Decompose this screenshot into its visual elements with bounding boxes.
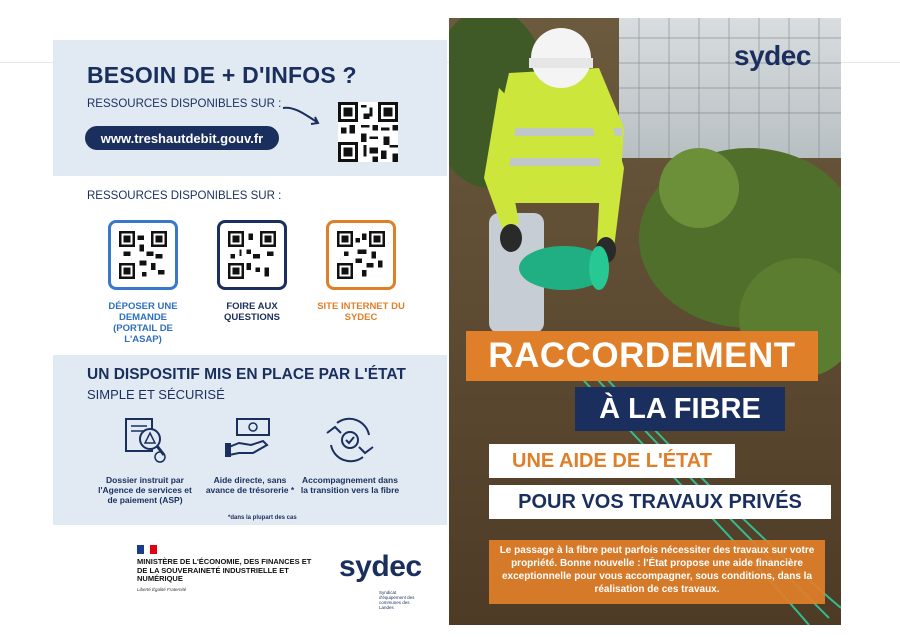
state-title: UN DISPOSITIF MIS EN PLACE PAR L'ÉTAT: [87, 366, 406, 383]
worker-photo: [449, 18, 841, 625]
qr-label-asap: DÉPOSER UNE DEMANDE (PORTAIL DE L'ASAP): [108, 301, 178, 345]
resources-label: RESSOURCES DISPONIBLES SUR :: [87, 190, 282, 202]
state-caption-support: Accompagnement dans la transition vers la fibre: [300, 475, 400, 495]
sydec-logo: [329, 550, 422, 614]
ministry-motto: Liberté Égalité Fraternité: [137, 586, 187, 592]
qr-card-asap[interactable]: [108, 220, 178, 290]
state-caption-asp: Dossier instruit par l'Agence de services et de paiement (ASP): [98, 475, 192, 505]
state-caption-direct-aid: Aide directe, sans avance de trésorerie *: [205, 475, 295, 495]
footnote: *dans la plupart des cas: [228, 515, 297, 521]
info-panel: [53, 40, 447, 620]
qr-code-icon[interactable]: [338, 102, 398, 162]
qr-label-sydec: SITE INTERNET DU SYDEC: [317, 301, 405, 323]
arrow-right-icon: [281, 102, 323, 130]
infos-resources-label: RESSOURCES DISPONIBLES SUR :: [87, 98, 282, 110]
subtitle-state-aid: UNE AIDE DE L'ÉTAT: [489, 444, 735, 478]
qr-code-icon: [228, 231, 276, 279]
qr-code-icon: [119, 231, 167, 279]
french-flag-icon: [137, 545, 157, 554]
handshake-check-icon: [323, 413, 377, 467]
title-raccordement: RACCORDEMENT: [466, 331, 818, 381]
website-url-link[interactable]: www.treshautdebit.gouv.fr: [85, 126, 279, 150]
infos-box: [53, 40, 447, 176]
cover-panel: [449, 18, 841, 625]
qr-card-sydec[interactable]: [326, 220, 396, 290]
qr-code-icon: [337, 231, 385, 279]
sydec-tagline: Syndicat d'équipement des communes des Landes: [379, 590, 415, 610]
document-magnifier-icon: [118, 413, 172, 467]
sydec-logo-top: [734, 40, 834, 90]
state-scheme-box: [53, 355, 447, 525]
body-text: Le passage à la fibre peut parfois nécessiter des travaux sur votre propriété. Bonne nouvelle : l'État propose une aide financière exceptionnelle pour vous accompagner, sous conditions, dans la réalisation de ces travaux.: [489, 540, 825, 604]
state-subtitle: SIMPLE ET SÉCURISÉ: [87, 387, 225, 402]
ministry-name: MINISTÈRE DE L'ÉCONOMIE, DES FINANCES ET DE LA SOUVERAINETÉ INDUSTRIELLE ET NUMÉRIQUE: [137, 557, 312, 583]
qr-label-faq: FOIRE AUX QUESTIONS: [224, 301, 280, 323]
title-a-la-fibre: À LA FIBRE: [575, 387, 785, 431]
hand-cash-icon: [223, 413, 277, 467]
ministry-block: [137, 545, 317, 592]
qr-card-faq[interactable]: [217, 220, 287, 290]
sydec-logo-text: sydec: [339, 550, 422, 583]
sydec-logo-text: sydec: [734, 40, 811, 71]
infos-title: BESOIN DE + D'INFOS ?: [87, 62, 357, 88]
subtitle-private-works: POUR VOS TRAVAUX PRIVÉS: [489, 485, 831, 519]
